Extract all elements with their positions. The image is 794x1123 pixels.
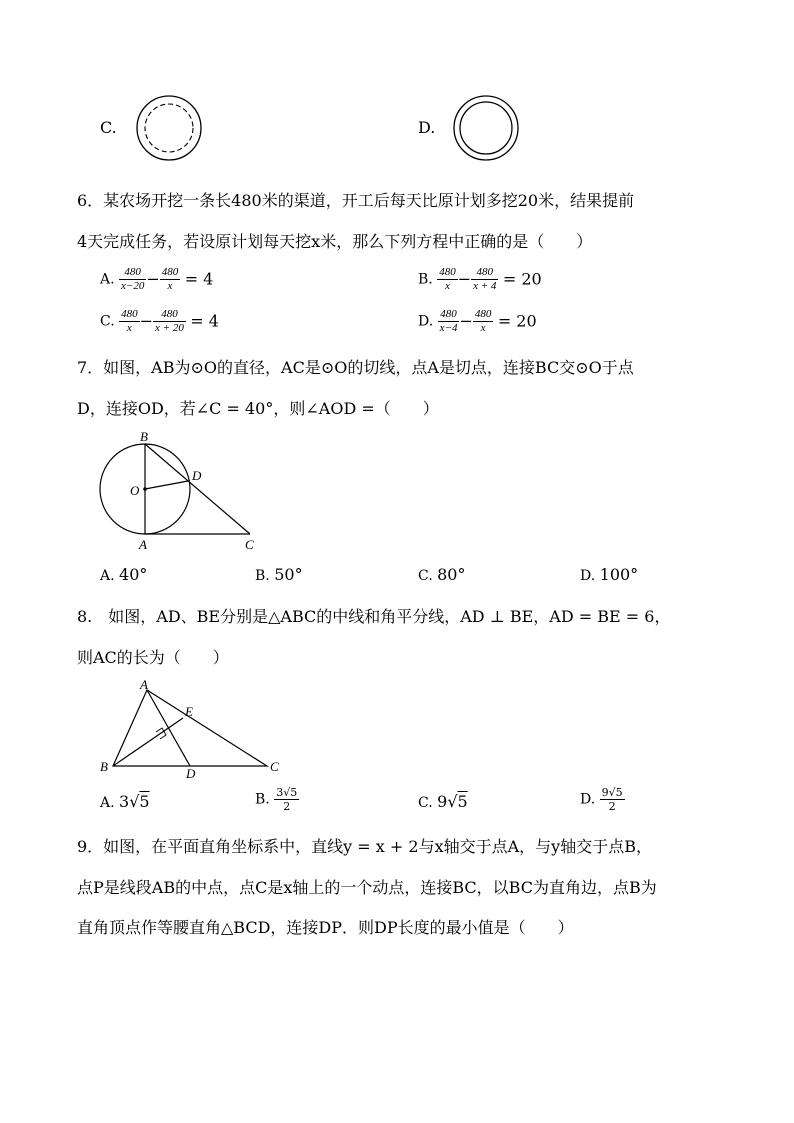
label-c: C xyxy=(245,537,254,552)
q7-stem-line1: 7．如图，AB为⊙O的直径，AC是⊙O的切线，点A是切点，连接BC交⊙O于点 xyxy=(77,358,634,377)
q6-stem-line1: 6．某农场开挖一条长480米的渠道，开工后每天比原计划多挖20米，结果提前 xyxy=(77,191,635,210)
q8-stem-line2: 则AC的长为（ ） xyxy=(77,648,229,667)
q6-option-a: A. $\frac{480}{x-20}$ − $\frac{480}{x}$ = 4 xyxy=(100,266,214,292)
q6-stem-line2: 4天完成任务，若设原计划每天挖x米，那么下列方程中正确的是（ ） xyxy=(77,232,593,251)
triangle-abc xyxy=(113,690,267,766)
q6-option-d: D. $\frac{480}{x-4}$ − $\frac{480}{x}$ = 20 xyxy=(418,308,537,334)
q8-option-b: B. $\frac{3√5}{2}$ xyxy=(255,786,298,813)
q8-figure-triangle xyxy=(95,678,295,778)
option-label: B. xyxy=(418,271,433,288)
outer-circle xyxy=(454,96,518,160)
q7-option-c: C. 80° xyxy=(418,565,466,584)
q8-option-c: C. 9√5 xyxy=(418,792,468,811)
option-label: A. xyxy=(100,271,115,288)
label-c: C xyxy=(270,759,279,774)
q6-option-c: C. $\frac{480}{x}$ − $\frac{480}{x + 20}$ = 4 xyxy=(100,308,219,334)
label-o: O xyxy=(130,483,140,498)
option-label: C. xyxy=(100,313,115,330)
label-d: D xyxy=(192,468,202,483)
label-a: A xyxy=(140,678,148,692)
q8-option-d: D. $\frac{9√5}{2}$ xyxy=(580,786,623,813)
q9-stem-line3: 直角顶点作等腰直角△BCD，连接DP．则DP长度的最小值是（ ） xyxy=(77,918,574,937)
segment-od xyxy=(145,481,188,489)
q5-option-d-label: D. xyxy=(418,118,436,137)
label-b: B xyxy=(140,429,148,444)
label-d: D xyxy=(186,766,196,778)
q9-stem-line1: 9．如图，在平面直角坐标系中，直线y = x + 2与x轴交于点A，与y轴交于点B， xyxy=(77,837,652,856)
option-label: D. xyxy=(418,313,434,330)
label-b: B xyxy=(100,759,108,774)
q7-option-a: A. 40° xyxy=(100,565,148,584)
q7-stem-line2: D，连接OD，若∠C = 40°，则∠AOD =（ ） xyxy=(77,399,439,418)
inner-dashed-circle xyxy=(145,104,193,152)
label-e: E xyxy=(185,704,193,719)
q7-option-d: D. 100° xyxy=(580,565,639,584)
q5-option-d-figure xyxy=(450,94,522,162)
secant-bc xyxy=(145,444,250,534)
center-point-o xyxy=(143,487,147,491)
q9-stem-line2: 点P是线段AB的中点，点C是x轴上的一个动点，连接BC，以BC为直角边，点B为 xyxy=(77,878,657,897)
q8-option-a: A. 3√5 xyxy=(100,792,150,811)
q5-option-c-figure xyxy=(133,94,205,162)
inner-circle xyxy=(460,102,512,154)
label-a: A xyxy=(139,537,147,552)
q8-stem-line1: 8. 如图，AD、BE分别是△ABC的中线和角平分线，AD ⊥ BE，AD = BE = 6， xyxy=(77,607,671,626)
q7-option-b: B. 50° xyxy=(255,565,303,584)
q7-figure-circle-tangent xyxy=(90,425,270,553)
q6-option-b: B. $\frac{480}{x}$ − $\frac{480}{x + 4}$ = 20 xyxy=(418,266,542,292)
outer-solid-circle xyxy=(137,96,201,160)
q5-option-c-label: C. xyxy=(100,118,117,137)
